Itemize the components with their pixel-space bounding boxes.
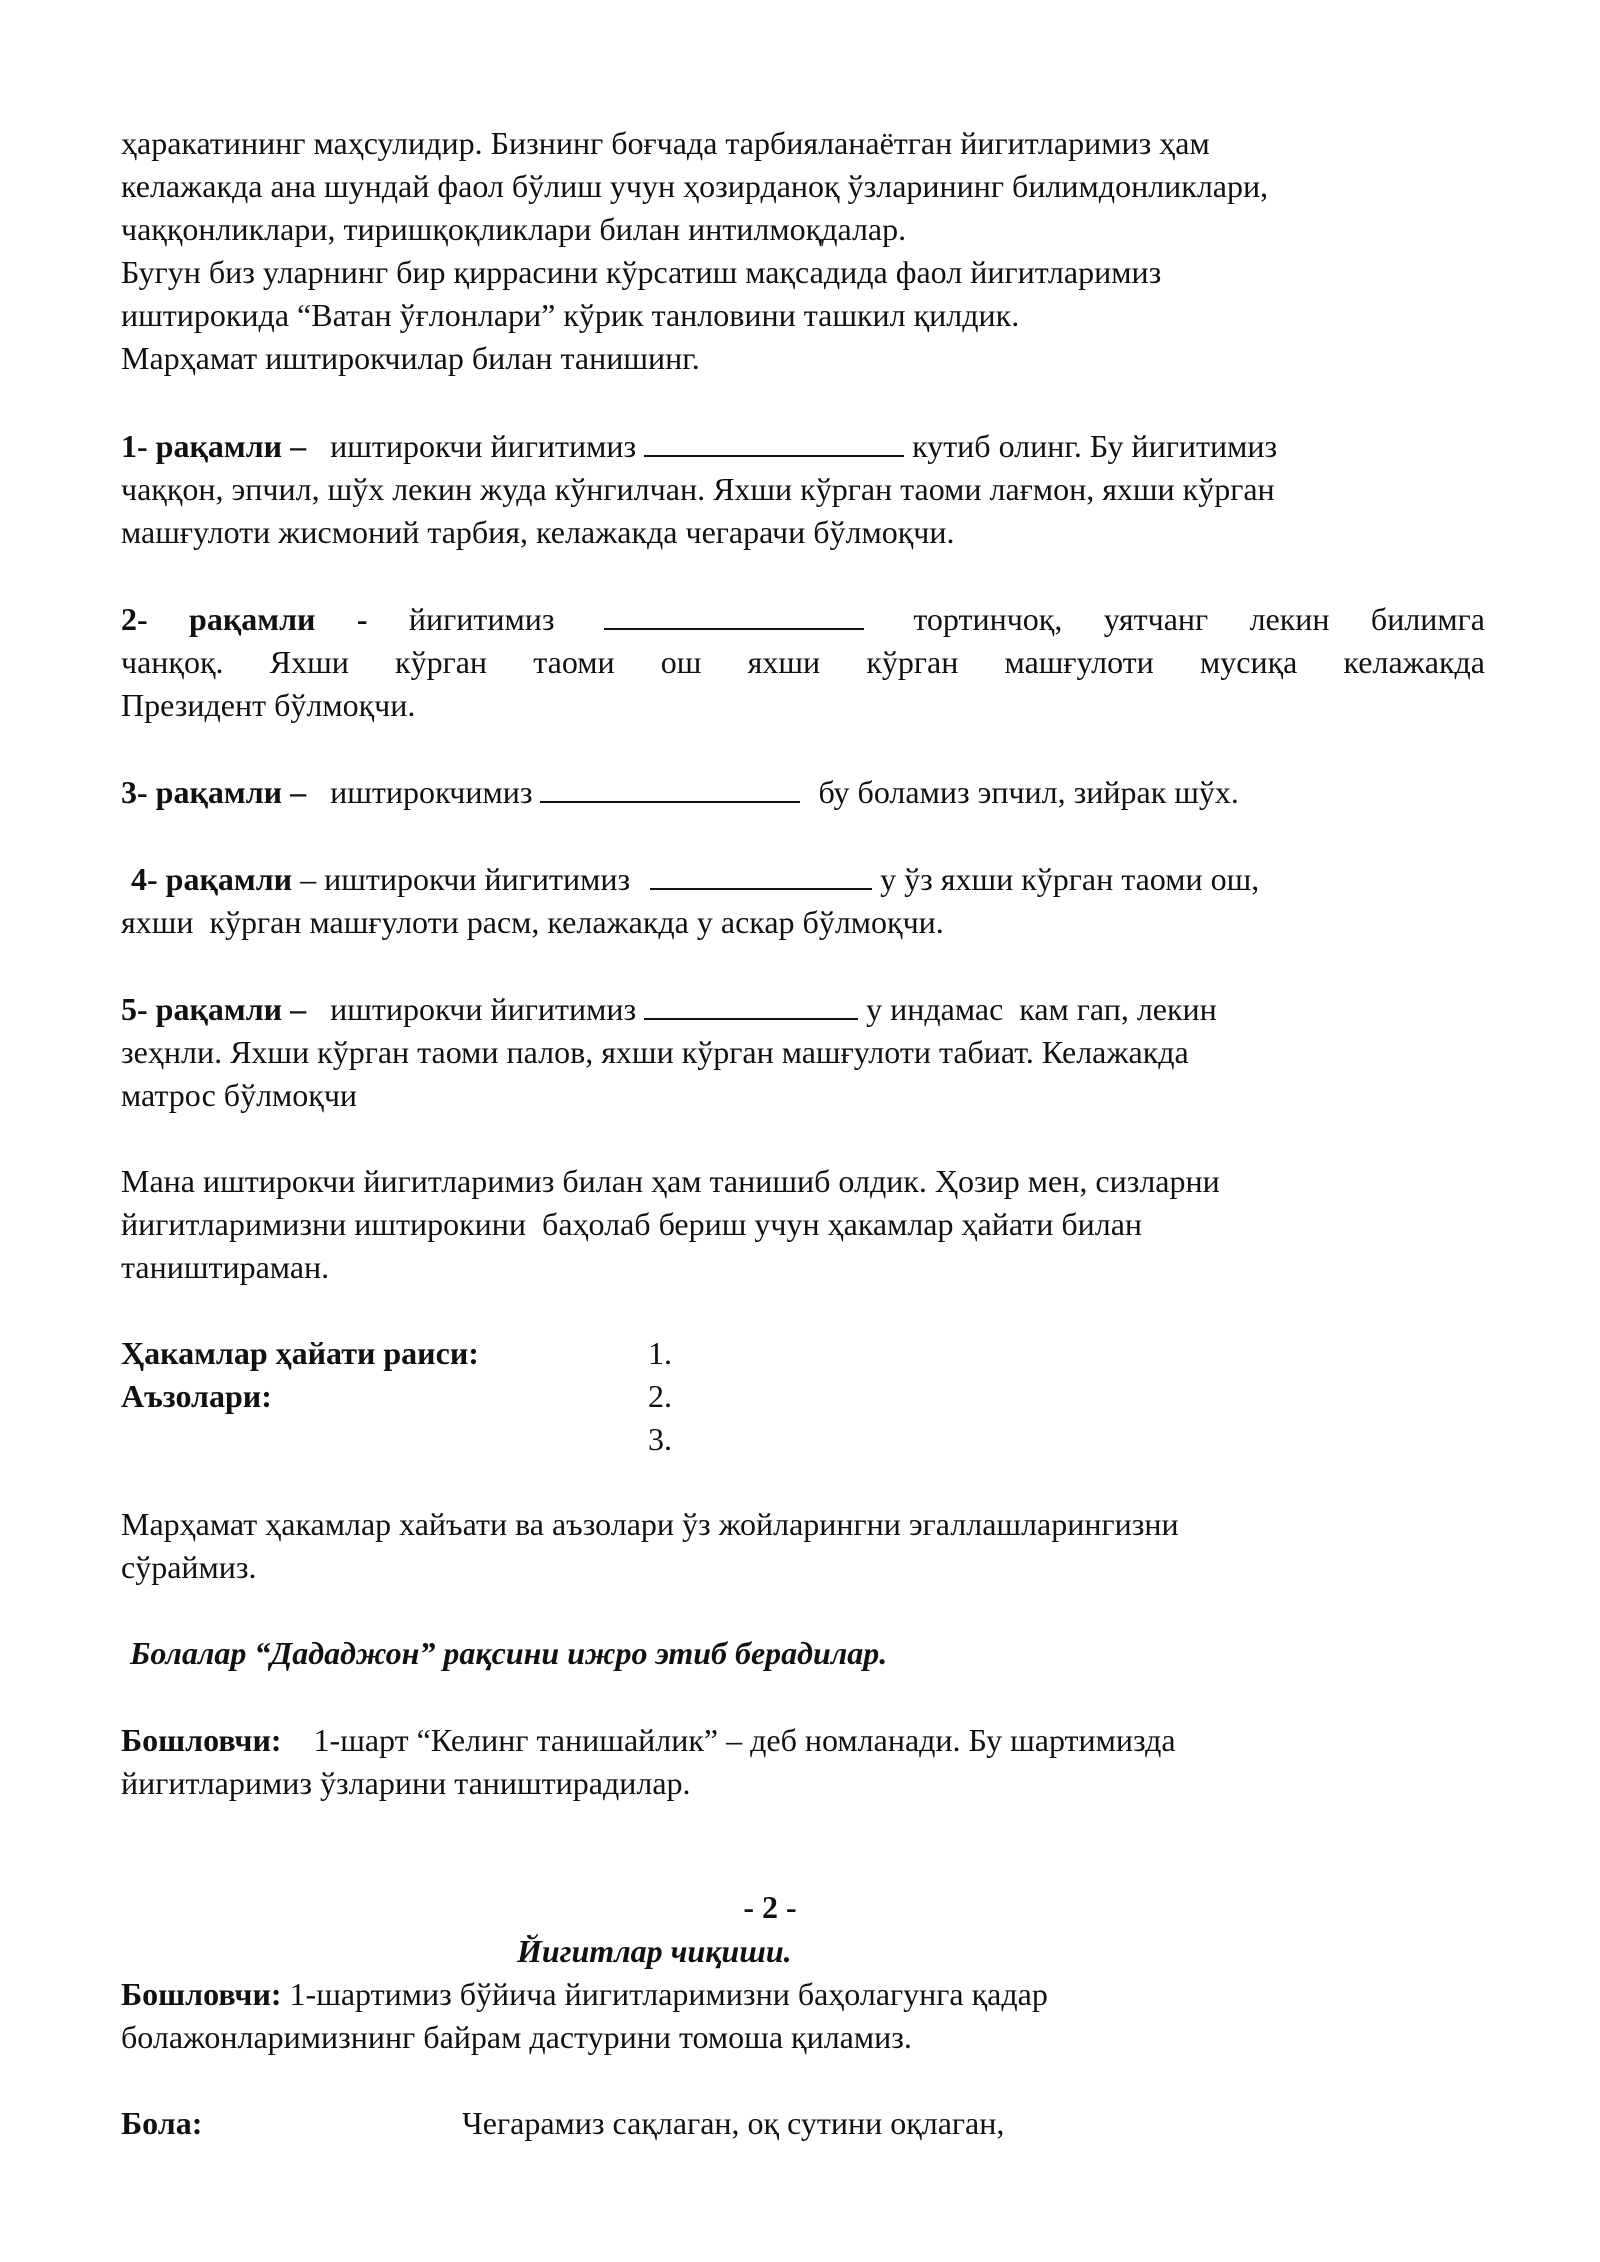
name-blank bbox=[604, 598, 864, 630]
participant-4-line-1: 4- рақамли – иштирокчи йигитимиз у ўз яхши кўрган таоми ош, bbox=[131, 858, 1259, 901]
intro-paragraph-line-1: Мана иштирокчи йигитларимиз билан ҳам танишиб олдик. Ҳозир мен, сизларни bbox=[121, 1163, 1220, 1199]
jury-number-1: 1. bbox=[648, 1335, 672, 1371]
intro-line-1: ҳаракатининг маҳсулидир. Бизнинг боғчада тарбияланаётган йигитларимиз ҳам bbox=[121, 125, 1210, 161]
host-2-line-2: болажонларимизнинг байрам дастурини томоша қиламиз. bbox=[121, 2019, 912, 2055]
participant-4-line-2: яхши кўрган машғулоти расм, келажакда у аскар бўлмоқчи. bbox=[121, 904, 944, 940]
host-2-line-1: Бошловчи: 1-шартимиз бўйича йигитларимизни баҳолагунга қадар bbox=[121, 1976, 1048, 2012]
jury-chair-label: Ҳакамлар ҳайати раиси: bbox=[121, 1335, 479, 1371]
participant-2-line-1: 2- рақамли - йигитимиз тортинчоқ, уятчанг лекин билимга bbox=[121, 598, 1485, 641]
jury-invite-line-2: сўраймиз. bbox=[121, 1549, 257, 1585]
participant-2-line-2: чанқоқ. Яхши кўрган таоми ош яхши кўрган машғулоти мусиқа келажакда bbox=[121, 644, 1485, 680]
jury-invite-line-1: Марҳамат ҳакамлар хайъати ва аъзолари ўз жойларингни эгаллашларингизни bbox=[121, 1506, 1179, 1542]
child-verse-line: Чегарамиз сақлаган, оқ сутини оқлаган, bbox=[462, 2105, 1005, 2141]
page-number: - 2 - bbox=[743, 1889, 797, 1925]
participant-1-line-1: 1- рақамли – иштирокчи йигитимиз кутиб олинг. Бу йигитимиз bbox=[121, 425, 1277, 468]
intro-line-6: Марҳамат иштирокчилар билан танишинг. bbox=[121, 340, 700, 376]
host-line-2: йигитларимиз ўзларини таништирадилар. bbox=[121, 1765, 691, 1801]
jury-number-3: 3. bbox=[648, 1421, 672, 1457]
participant-3-line-1: 3- рақамли – иштирокчимиз бу боламиз эпчил, зийрак шўх. bbox=[121, 771, 1239, 814]
name-blank bbox=[644, 988, 858, 1020]
intro-paragraph-line-3: таништираман. bbox=[121, 1249, 330, 1285]
participant-3-label: 3- рақамли bbox=[121, 774, 283, 810]
name-blank bbox=[650, 858, 872, 890]
jury-number-2: 2. bbox=[648, 1378, 672, 1414]
participant-2-line-3: Президент бўлмоқчи. bbox=[121, 687, 416, 723]
participant-2-label: 2- рақамли bbox=[121, 601, 316, 637]
intro-line-4: Бугун биз уларнинг бир қиррасини кўрсатиш мақсадида фаол йигитларимиз bbox=[121, 254, 1162, 290]
participant-5-line-2: зеҳнли. Яхши кўрган таоми палов, яхши кўрган машғулоти табиат. Келажакда bbox=[121, 1034, 1189, 1070]
intro-line-5: иштирокида “Ватан ўғлонлари” кўрик танловини ташкил қилдик. bbox=[121, 297, 1020, 333]
jury-members-label: Аъзолари: bbox=[121, 1378, 272, 1414]
participant-5-line-3: матрос бўлмоқчи bbox=[121, 1077, 358, 1113]
participant-1-label: 1- рақамли bbox=[121, 428, 283, 464]
intro-paragraph-line-2: йигитларимизни иштирокини баҳолаб бериш учун ҳакамлар ҳайати билан bbox=[121, 1206, 1143, 1242]
section-heading: Йигитлар чиқиши. bbox=[517, 1933, 792, 1969]
participant-1-line-3: машғулоти жисмоний тарбия, келажакда чегарачи бўлмоқчи. bbox=[121, 514, 955, 550]
host-line-1: Бошловчи: 1-шарт “Келинг танишайлик” – деб номланади. Бу шартимизда bbox=[121, 1722, 1176, 1758]
dance-direction: Болалар “Дададжон” рақсини ижро этиб берадилар. bbox=[130, 1635, 888, 1671]
name-blank bbox=[644, 425, 904, 457]
host-label: Бошловчи: bbox=[121, 1976, 282, 2012]
participant-1-line-2: чаққон, эпчил, шўх лекин жуда кўнгилчан. Яхши кўрган таоми лағмон, яхши кўрган bbox=[121, 471, 1275, 507]
child-label: Бола: bbox=[121, 2105, 203, 2141]
name-blank bbox=[540, 771, 800, 803]
host-label: Бошловчи: bbox=[121, 1722, 282, 1758]
participant-4-label: 4- рақамли bbox=[131, 861, 293, 897]
participant-5-line-1: 5- рақамли – иштирокчи йигитимиз у индамас кам гап, лекин bbox=[121, 988, 1217, 1031]
intro-line-2: келажакда ана шундай фаол бўлиш учун ҳозирданоқ ўзларининг билимдонликлари, bbox=[121, 168, 1269, 204]
participant-5-label: 5- рақамли bbox=[121, 991, 283, 1027]
intro-line-3: чаққонликлари, тиришқоқликлари билан интилмоқдалар. bbox=[121, 211, 907, 247]
